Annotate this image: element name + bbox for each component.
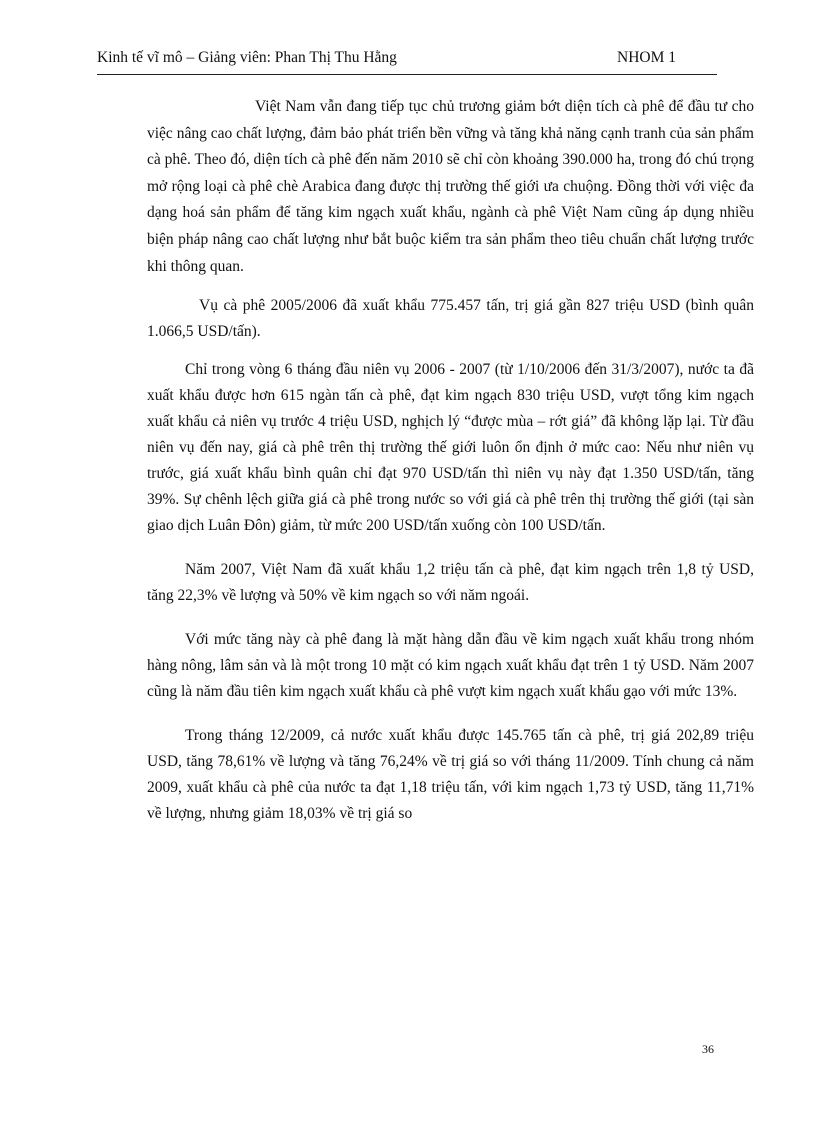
header-divider [97, 74, 717, 75]
page-header [97, 48, 716, 70]
paragraph-2006-2007-exports: Chỉ trong vòng 6 tháng đầu niên vụ 2006 - 2007 (từ 1/10/2006 đến 31/3/2007), nước ta đã xuất khẩu được hơn 615 ngàn tấn cà phê, đạt kim ngạch 830 triệu USD, vượt tổng kim ngạch xuất khẩu cả niên vụ trước 4 triệu USD, nghịch lý “được mùa – rớt giá” đã không lặp lại. Từ đầu niên vụ đến nay, giá cà phê trên thị trường thế giới luôn ổn định ở mức cao: Nếu như niên vụ trước, giá xuất khẩu bình quân chỉ đạt 970 USD/tấn thì niên vụ này đạt 1.350 USD/tấn, tăng 39%. Sự chênh lệch giữa giá cà phê trong nước so với giá cà phê trên thị trường thế giới (tại sàn giao dịch Luân Đôn) giảm, từ mức 200 USD/tấn xuống còn 100 USD/tấn. [147, 361, 754, 535]
header-group-label: NHOM 1 [617, 49, 676, 66]
paragraph-2007-exports: Năm 2007, Việt Nam đã xuất khẩu 1,2 triệu tấn cà phê, đạt kim ngạch trên 1,8 tỷ USD, tăng 22,3% về lượng và 50% về kim ngạch so với năm ngoái. [147, 561, 754, 605]
paragraph-leading-export: Với mức tăng này cà phê đang là mặt hàng dẫn đầu về kim ngạch xuất khẩu trong nhóm hàng nông, lâm sản và là một trong 10 mặt có kim ngạch xuất khẩu đạt trên 1 tỷ USD. Năm 2007 cũng là năm đầu tiên kim ngạch xuất khẩu cà phê vượt kim ngạch xuất khẩu gạo với mức 13%. [147, 631, 754, 701]
page-number: 36 [702, 1042, 714, 1056]
paragraph-2005-2006-exports: Vụ cà phê 2005/2006 đã xuất khẩu 775.457 tấn, trị giá gần 827 triệu USD (bình quân 1.066,5 USD/tấn). [147, 297, 754, 341]
paragraph-2009-exports: Trong tháng 12/2009, cả nước xuất khẩu được 145.765 tấn cà phê, trị giá 202,89 triệu USD, tăng 78,61% về lượng và tăng 76,24% về trị giá so với tháng 11/2009. Tính chung cả năm 2009, xuất khẩu cà phê của nước ta đạt 1,18 triệu tấn, với kim ngạch 1,73 tỷ USD, tăng 11,71% về lượng, nhưng giảm 18,03% về trị giá so [147, 727, 754, 823]
header-course-title: Kinh tế vĩ mô – Giảng viên: Phan Thị Thu Hằng [97, 49, 397, 66]
paragraph-coffee-policy: Việt Nam vẫn đang tiếp tục chủ trương giảm bớt diện tích cà phê để đầu tư cho việc nâng cao chất lượng, đảm bảo phát triển bền vững và tăng khả năng cạnh tranh của sản phẩm cà phê. Theo đó, diện tích cà phê đến năm 2010 sẽ chỉ còn khoảng 390.000 ha, trong đó chú trọng mở rộng loại cà phê chè Arabica đang được thị trường thế giới ưa chuộng. Đồng thời với việc đa dạng hoá sản phẩm để tăng kim ngạch xuất khẩu, ngành cà phê Việt Nam cũng áp dụng nhiều biện pháp nâng cao chất lượng như bắt buộc kiểm tra sản phẩm theo tiêu chuẩn chất lượng trước khi thông quan. [147, 98, 754, 275]
document-body [147, 94, 754, 827]
